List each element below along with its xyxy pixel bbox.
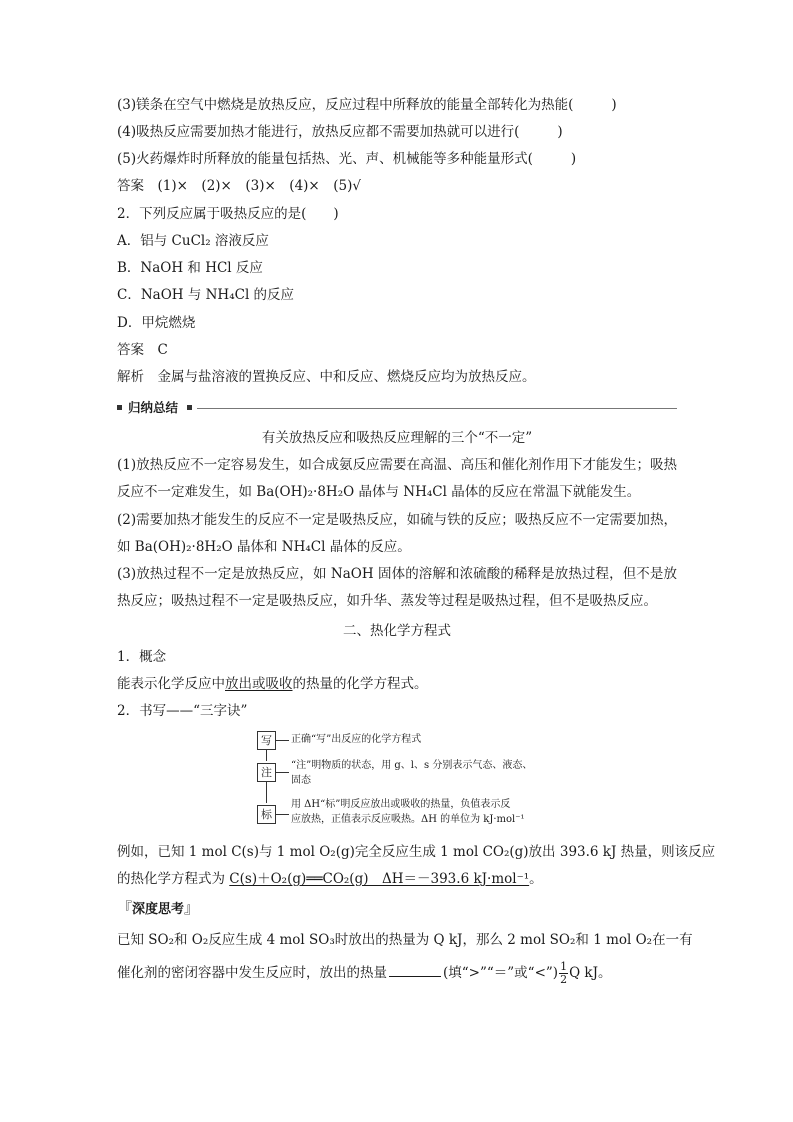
writing-heading: 2．书写——“三字诀” — [117, 703, 248, 719]
deep-think-line-2: 催化剂的密闭容器中发生反应时，放出的热量 (填“>”“＝”或“<”) $\frac{1}{2}$ Q kJ。 — [117, 960, 612, 986]
connector — [266, 781, 267, 803]
answer-blank[interactable] — [389, 964, 441, 977]
pointer-line — [276, 740, 289, 741]
three-word-diagram — [257, 729, 547, 829]
judgement-item-5: (5)火药爆炸时所释放的能量包括热、光、声、机械能等多种能量形式( ) — [117, 151, 577, 167]
step-mark-text-1: 用 ΔH“标”明反应放出或吸收的热量，负值表示反 — [291, 799, 511, 810]
step-note-text-1: “注”明物质的状态，用 g、l、s 分别表示气态、液态、 — [291, 760, 533, 771]
example-line-2: 的热化学方程式为 C(s)＋O₂(g)══CO₂(g) ΔH＝－393.6 kJ·mol⁻¹。 — [117, 871, 543, 887]
judgement-item-4: (4)吸热反应需要加热才能进行，放热反应都不需要加热就可以进行( ) — [117, 124, 563, 140]
option-d: D．甲烷燃烧 — [117, 315, 196, 331]
pointer-line — [276, 772, 289, 773]
divider — [197, 408, 677, 409]
square-bullet-icon — [187, 405, 192, 410]
thermochemical-equation: C(s)＋O₂(g)══CO₂(g) ΔH＝－393.6 kJ·mol⁻¹ — [229, 871, 530, 887]
step-write-text: 正确“写”出反应的化学方程式 — [291, 734, 422, 745]
deep-think-heading: 『深度思考』 — [117, 899, 200, 917]
deep-think-line-1: 已知 SO₂和 O₂反应生成 4 mol SO₃时放出的热量为 Q kJ，那么 2 mol SO₂和 1 mol O₂在一有 — [117, 932, 693, 948]
pointer-line — [276, 814, 289, 815]
square-bullet-icon — [117, 405, 122, 410]
fraction: $\frac{1}{2}$ — [560, 960, 568, 986]
example-line-1: 例如，已知 1 mol C(s)与 1 mol O₂(g)完全反应生成 1 mol CO₂(g)放出 393.6 kJ 热量，则该反应 — [117, 844, 716, 860]
summary-title: 有关放热反应和吸热反应理解的三个“不一定” — [261, 430, 533, 446]
summary-paragraph-2: (2)需要加热才能发生的反应不一定是吸热反应，如硫与铁的反应；吸热反应不一定需要加热，如 Ba(OH)₂·8H₂O 晶体和 NH₄Cl 晶体的反应。 — [117, 512, 677, 555]
box-write: 写 — [257, 731, 276, 750]
box-mark: 标 — [257, 805, 276, 824]
analysis-line: 解析 金属与盐溶液的置换反应、中和反应、燃烧反应均为放热反应。 — [117, 369, 536, 385]
question-2-stem: 2．下列反应属于吸热反应的是( ) — [117, 206, 339, 222]
section-title: 二、热化学方程式 — [343, 623, 451, 639]
option-a: A．铝与 CuCl₂ 溶液反应 — [117, 233, 269, 249]
box-note: 注 — [257, 763, 276, 782]
summary-heading: 归纳总结 — [117, 399, 677, 417]
concept-text: 能表示化学反应中放出或吸收的热量的化学方程式。 — [117, 676, 428, 692]
summary-paragraph-1: (1)放热反应不一定容易发生，如合成氨反应需要在高温、高压和催化剂作用下才能发生；吸热反应不一定难发生，如 Ba(OH)₂·8H₂O 晶体与 NH₄Cl 晶体的反应在常温下就能发生。 — [117, 457, 677, 500]
summary-paragraph-3: (3)放热过程不一定是放热反应，如 NaOH 固体的溶解和浓硫酸的稀释是放热过程，但不是放热反应；吸热过程不一定是吸热反应，如升华、蒸发等过程是吸热过程，但不是吸热反应。 — [117, 566, 677, 609]
step-mark-text-2: 应放热，正值表示反应吸热。ΔH 的单位为 kJ·mol⁻¹ — [291, 814, 525, 825]
answer-line-2: 答案 C — [117, 342, 168, 358]
step-note-text-2: 固态 — [291, 775, 311, 786]
concept-heading: 1．概念 — [117, 649, 167, 665]
option-b: B．NaOH 和 HCl 反应 — [117, 260, 263, 276]
option-c: C．NaOH 与 NH₄Cl 的反应 — [117, 287, 295, 303]
judgement-item-3: (3)镁条在空气中燃烧是放热反应，反应过程中所释放的能量全部转化为热能( ) — [117, 97, 617, 113]
answer-line-1: 答案 (1)× (2)× (3)× (4)× (5)√ — [117, 178, 361, 194]
